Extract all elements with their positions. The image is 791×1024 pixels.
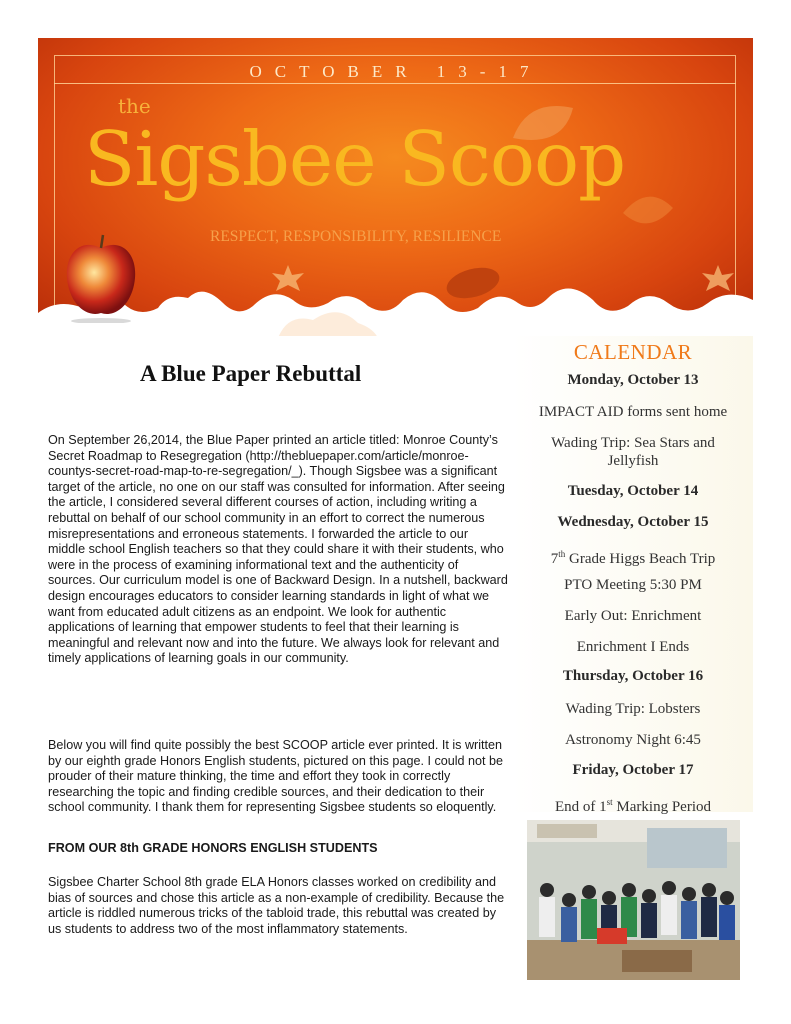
calendar-event: Enrichment I Ends (576, 639, 690, 655)
calendar-day: Tuesday, October 14 (567, 483, 699, 499)
article-subheading: FROM OUR 8th GRADE HONORS ENGLISH STUDENTS (48, 841, 378, 855)
school-motto: RESPECT, RESPONSIBILITY, RESILIENCE (210, 228, 502, 245)
calendar-event: Early Out: Enrichment (564, 608, 702, 624)
class-photo (527, 820, 740, 980)
calendar-day: Monday, October 13 (567, 372, 699, 388)
calendar-event: IMPACT AID forms sent home (538, 404, 728, 420)
calendar-event: Wading Trip: Sea Stars and Jellyfish (551, 435, 715, 469)
calendar-event: PTO Meeting 5:30 PM (564, 577, 702, 593)
article-title: A Blue Paper Rebuttal (140, 361, 362, 386)
article-paragraph: Below you will find quite possibly the best SCOOP article ever printed. It is written by our eighth grade Honors English students, pictured on this page. I could not be prouder of their mature thinking, the time and effort they took in correctly researching the topic and finding credible sources, and their dedication to their school community. I thank them for representing Sigsbee students so eloquently. (48, 738, 504, 815)
leaf-icon (618, 188, 678, 238)
calendar-event: 7th Grade Higgs Beach Trip (550, 549, 716, 567)
calendar-day: Thursday, October 16 (562, 668, 704, 684)
calendar-event: Wading Trip: Lobsters (565, 701, 701, 717)
apple-icon (61, 233, 141, 323)
calendar-event: End of 1st Marking Period (554, 797, 711, 815)
calendar-event: Astronomy Night 6:45 (565, 732, 701, 748)
article-paragraph: On September 26,2014, the Blue Paper printed an article titled: Monroe County’s Secret Roadmap to Resegregation (http://thebluepaper.com/article/monroe-countys-secret-road-map-to-re-segregation/_). Though Sigsbee was a significant target of the article, no one on our staff was consulted for information. After seeing the article, I considered several different courses of action, including writing a rebuttal on behalf of our school community in an effort to correct the numerous misrepresentations and erroneous statements. I forwarded the article to our middle school English teachers so that they could share it with their students, who were in the process of examining informational text and the authenticity of sources. Our curriculum model is one of Backward Design. In a nutshell, backward design encourages educators to consider learning standards in light of what we want from educated adult citizens as an endpoint. We look for authentic applications of learning that empower students to feel that their learning is meaningful and relevant now and into the future. We always look for relevant and timely applications of learning goals in our community. (48, 433, 508, 666)
leaf-border-decoration (38, 268, 753, 336)
issue-dates: OCTOBER 13-17 (249, 62, 542, 81)
header-banner (38, 38, 753, 336)
calendar-day: Friday, October 17 (572, 762, 694, 778)
article-paragraph: Sigsbee Charter School 8th grade ELA Honors classes worked on credibility and bias of sources and chose this article as a non-example of credibility. Because the article is riddled numerous tricks of the tabloid trade, this rebuttal was created by us students to address two of the most inflammatory statements. (48, 875, 505, 936)
calendar-title: CALENDAR (573, 340, 693, 364)
class-photo-image (527, 820, 740, 980)
newsletter-title: Sigsbee Scoop (84, 115, 626, 203)
banner-divider (54, 83, 736, 84)
title-prefix: the (118, 94, 151, 118)
calendar-day: Wednesday, October 15 (557, 514, 709, 530)
